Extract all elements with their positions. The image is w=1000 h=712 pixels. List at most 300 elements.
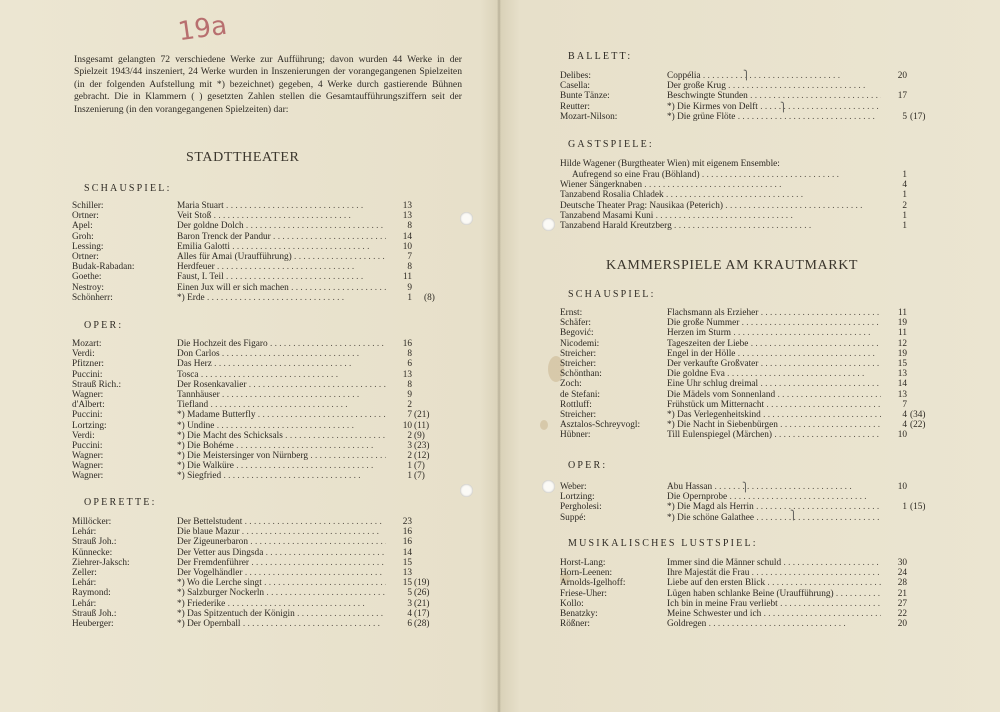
guest-performance: Tanzabend Masami Kuni . . . [560,211,793,221]
performance-count: 1 [902,220,907,231]
author: Verdi: [72,430,95,441]
performance-count: 14 [897,379,907,390]
author: Apel: [72,221,93,232]
author: Schäfer: [560,318,591,329]
list-item [560,420,940,430]
performance-count: 1 [407,292,412,303]
author: Puccini: [72,440,103,451]
list-item [72,578,452,588]
list-item [560,609,940,619]
work-title: Einen Jux will er sich machen . . . [177,283,386,293]
list-item [72,619,452,629]
total-count: (28) [414,618,430,629]
total-count: (21) [414,598,430,609]
work-title: Der goldne Dolch . . . [177,221,383,231]
author: Puccini: [72,369,103,380]
author: Schönthan: [560,369,602,380]
oper-list [72,339,452,482]
list-item [72,461,452,471]
work-title: Die Hochzeit des Figaro . . . [177,339,386,349]
performance-count: 24 [897,568,907,579]
author: Lehár: [72,527,97,538]
author: Kollo: [560,598,584,609]
author: Streicher: [560,358,597,369]
total-count: (15) [910,502,926,513]
list-item [560,430,940,440]
schauspiel-heading: SCHAUSPIEL: [84,183,172,194]
list-item [72,211,452,221]
list-item [560,589,940,599]
punch-hole-top [460,212,473,225]
list-item [560,390,940,400]
work-title: Herzen im Sturm . . . [667,328,870,338]
gastspiele-heading: GASTSPIELE: [568,139,654,150]
work-title: Tiefland . . . [177,400,348,410]
brace: ⎫ [743,70,750,80]
performance-count: 4 [407,608,412,619]
performance-count: 7 [407,410,412,421]
list-item [560,190,940,200]
musikalisches-lustspiel-list [560,558,940,629]
work-title: Baron Trenck der Pandur . . . [177,232,386,242]
performance-count: 16 [402,527,412,538]
author: Hübner: [560,430,591,441]
performance-count: 4 [902,409,907,420]
performance-count: 4 [902,180,907,191]
list-item [72,293,452,303]
work-title: *) Die Macht des Schicksals . . . [177,431,386,441]
list-item [560,482,940,492]
work-title: *) Die Magd als Herrin . . . [667,502,881,512]
author: Suppé: [560,512,586,523]
author: Zoch: [560,379,582,390]
author: Puccini: [72,410,103,421]
list-item [72,537,452,547]
work-title: *) Die grüne Flöte . . . [667,112,875,122]
performance-count: 1 [902,190,907,201]
list-item [72,431,452,441]
list-item [560,328,940,338]
punch-hole-top-right [542,218,555,231]
punch-hole-bottom-right [542,480,555,493]
total-count: (8) [424,292,435,303]
performance-count: 28 [897,578,907,589]
guest-performance: Tanzabend Harald Kreutzberg . . . [560,221,811,231]
performance-count: 23 [402,517,412,527]
list-item [560,400,940,410]
work-title: Faust, I. Teil . . . [177,272,363,282]
performance-count: 11 [898,328,907,339]
author: Heuberger: [72,618,114,629]
list-item [560,81,940,91]
author: Ortner: [72,211,99,222]
author: Rottluff: [560,399,592,410]
work-title: Meine Schwester und ich . . . [667,609,881,619]
work-title: Alles für Amai (Uraufführung) . . . [177,252,386,262]
author: Budak-Rabadan: [72,262,135,273]
total-count: (19) [414,578,430,589]
work-title: Das Herz . . . [177,359,351,369]
punch-hole-bottom [460,484,473,497]
work-title: Der Vetter aus Dingsda . . . [177,548,386,558]
work-title: *) Wo die Lerche singt . . . [177,578,386,588]
performance-count: 4 [902,420,907,431]
author: Delibes: [560,71,591,81]
list-item [560,349,940,359]
performance-count: 10 [897,430,907,441]
performance-count: 3 [407,598,412,609]
performance-count: 20 [897,619,907,630]
gastspiele-list [560,170,940,231]
kammerspiele-schauspiel-heading: SCHAUSPIEL: [568,289,656,300]
stain [540,420,548,430]
author: Ernst: [560,308,583,318]
author: Lortzing: [560,492,595,503]
work-title: *) Salzburger Nockerln . . . [177,588,386,598]
performance-count: 7 [407,251,412,262]
performance-count: 9 [407,282,412,293]
list-item [560,339,940,349]
list-item [560,102,940,112]
performance-count: 2 [407,430,412,441]
list-item [560,379,940,389]
performance-count: 2 [407,400,412,411]
list-item [560,91,940,101]
performance-count: 16 [402,537,412,548]
performance-count: 8 [407,262,412,273]
author: Pfitzner: [72,359,105,370]
author: Millöcker: [72,517,112,527]
author: Strauß Rich.: [72,379,122,390]
author: Lessing: [72,241,104,252]
author: Ziehrer-Jaksch: [72,557,130,568]
performance-count: 21 [897,588,907,599]
work-title: *) Der Opernball . . . [177,619,380,629]
performance-count: 1 [902,502,907,513]
list-item [560,201,940,211]
performance-count: 8 [407,379,412,390]
list-item [72,380,452,390]
list-item [560,359,940,369]
list-item [560,558,940,568]
handwritten-page-number: 19a [176,10,229,48]
performance-count: 22 [897,608,907,619]
performance-count: 20 [897,71,907,81]
work-title: Immer sind die Männer schuld . . . [667,558,881,568]
author: Nestroy: [72,282,105,293]
list-item [72,410,452,420]
author: Strauß Joh.: [72,537,117,548]
list-item [72,588,452,598]
list-item [72,221,452,231]
performance-count: 19 [897,348,907,359]
total-count: (17) [910,111,926,122]
list-item [560,599,940,609]
work-title: Emilia Galotti . . . [177,242,369,252]
kammerspiele-schauspiel-list [560,308,940,440]
work-title: Der große Krug . . . [667,81,865,91]
guest-performance: Deutsche Theater Prag: Nausikaa (Peterich) . . . [560,201,862,211]
work-title: *) Die Walküre . . . [177,461,373,471]
list-item [72,441,452,451]
stadttheater-title: STADTTHEATER [186,150,300,165]
list-item [560,619,940,629]
work-title: Die große Nummer . . . [667,318,879,328]
author: Nicodemi: [560,338,600,349]
list-item [560,492,940,502]
work-title: Beschwingte Stunden . . . [667,91,881,101]
work-title: Flachsmann als Erzieher . . . [667,308,881,318]
performance-count: 10 [402,241,412,252]
performance-count: 11 [403,272,412,283]
total-count: (21) [414,410,430,421]
list-item [560,71,940,81]
author: Streicher: [560,348,597,359]
author: d'Albert: [72,400,105,411]
kammerspiele-oper-heading: OPER: [568,460,608,471]
oper-heading: OPER: [84,320,124,331]
performance-count: 3 [407,440,412,451]
work-title: Die Opernprobe . . . [667,492,867,502]
work-title: *) Das Verlegenheitskind . . . [667,410,881,420]
ballett-list [560,71,940,122]
performance-count: 1 [407,471,412,482]
list-item [72,359,452,369]
list-item [560,578,940,588]
work-title: Der Bettelstudent . . . [177,517,382,527]
list-item [560,170,940,180]
operette-heading: OPERETTE: [84,497,157,508]
author: Raymond: [72,588,111,599]
performance-count: 27 [897,598,907,609]
author: Ortner: [72,251,99,262]
author: Verdi: [72,349,95,360]
work-title: Abu Hassan . . . [667,482,852,492]
total-count: (23) [414,440,430,451]
author: Strauß Joh.: [72,608,117,619]
performance-count: 13 [402,369,412,380]
work-title: Der Vogelhändler . . . [177,568,382,578]
list-item [72,339,452,349]
performance-count: 1 [902,210,907,221]
brace: ⎫ [790,510,797,520]
work-title: Der Rosenkavalier . . . [177,380,386,390]
performance-count: 1 [407,461,412,472]
author: Arnolds-Igelhoff: [560,578,626,589]
work-title: *) Die Meistersinger von Nürnberg . . . [177,451,386,461]
guest-performance: Aufregend so eine Frau (Böhland) . . . [572,170,839,180]
performance-count: 15 [402,578,412,589]
list-item [560,180,940,190]
musikalisches-lustspiel-heading: MUSIKALISCHES LUSTSPIEL: [568,538,758,549]
performance-count: 16 [402,339,412,349]
author: Casella: [560,81,590,92]
author: Horst-Lang: [560,558,606,568]
list-item [560,112,940,122]
list-item [72,390,452,400]
work-title: *) Madame Butterfly . . . [177,410,386,420]
work-title: *) Undine . . . [177,421,354,431]
work-title: *) Die Nacht in Siebenbürgen . . . [667,420,881,430]
performance-count: 10 [402,420,412,431]
work-title: *) Die schöne Galathee . . . [667,513,881,523]
performance-count: 9 [407,389,412,400]
author: Lehár: [72,598,97,609]
work-title: Liebe auf den ersten Blick . . . [667,578,881,588]
author: Groh: [72,231,94,242]
author: Wagner: [72,461,104,472]
list-item [72,548,452,558]
performance-count: 5 [407,588,412,599]
work-title: *) Erde . . . [177,293,344,303]
work-title: Eine Uhr schlug dreimal . . . [667,379,881,389]
list-item [560,318,940,328]
list-item [72,451,452,461]
work-title: Don Carlos . . . [177,349,359,359]
work-title: Die blaue Mazur . . . [177,527,379,537]
work-title: Veit Stoß . . . [177,211,351,221]
work-title: Ich bin in meine Frau verliebt . . . [667,599,881,609]
brace: ⎫ [742,482,749,492]
kammerspiele-oper-list [560,482,940,523]
author: Zeller: [72,567,97,578]
author: Schiller: [72,201,104,211]
performance-count: 8 [407,221,412,232]
work-title: Der verkaufte Großvater . . . [667,359,881,369]
list-item [72,349,452,359]
list-item [72,242,452,252]
author: de Stefani: [560,389,601,400]
work-title: Maria Stuart . . . [177,201,363,211]
list-item [560,211,940,221]
list-item [72,568,452,578]
performance-count: 10 [897,482,907,492]
total-count: (12) [414,451,430,462]
performance-count: 15 [897,358,907,369]
author: Wagner: [72,451,104,462]
total-count: (22) [910,420,926,431]
list-item [560,308,940,318]
center-fold [497,0,501,712]
performance-count: 2 [902,200,907,211]
list-item [72,471,452,481]
list-item [72,272,452,282]
work-title: *) Das Spitzentuch der Königin . . . [177,609,386,619]
author: Rößner: [560,619,590,630]
author: Streicher: [560,409,597,420]
performance-count: 13 [402,211,412,222]
performance-count: 13 [897,369,907,380]
author: Pergholesi: [560,502,602,513]
work-title: Herdfeuer . . . [177,262,354,272]
total-count: (7) [414,461,425,472]
performance-count: 11 [898,308,907,318]
work-title: Tosca . . . [177,370,338,380]
gastspiel-ensemble-line: Hilde Wagener (Burgtheater Wien) mit eigenem Ensemble: [560,159,780,169]
performance-count: 13 [897,389,907,400]
performance-count: 6 [407,359,412,370]
brace: ⎫ [780,102,787,112]
list-item [72,400,452,410]
kammerspiele-title: KAMMERSPIELE AM KRAUTMARKT [606,258,859,273]
performance-count: 17 [897,91,907,102]
performance-count: 19 [897,318,907,329]
work-title: Der Zigeunerbaron . . . [177,537,386,547]
work-title: *) Die Bohéme . . . [177,441,373,451]
author: Benatzky: [560,608,598,619]
total-count: (17) [414,608,430,619]
list-item [560,568,940,578]
work-title: Die goldne Eva . . . [667,369,864,379]
list-item [72,527,452,537]
total-count: (34) [910,409,926,420]
work-title: Lügen haben schlanke Beine (Uraufführung) . . . [667,589,881,599]
total-count: (9) [414,430,425,441]
ballett-heading: BALLETT: [568,51,633,62]
performance-count: 12 [897,338,907,349]
performance-count: 14 [402,231,412,242]
guest-performance: Tanzabend Rosalia Chladek . . . [560,190,803,200]
list-item [560,502,940,512]
work-title: Tageszeiten der Liebe . . . [667,339,881,349]
performance-count: 14 [402,547,412,558]
intro-paragraph: Insgesamt gelangten 72 verschiedene Werke zur Aufführung; davon wurden 44 Werke in der Spielzeit 1943/44 inszeniert, 24 Werke wurden in Inszenierungen der vorangegangenen Spielzeiten (in der folgenden Aufstellung mit *) bezeichnet) gegeben, 4 Werke durch gastierende Bühnen gebracht. Die in Klammern ( ) gesetzten Zahlen stellen die Gesamtaufführungsziffern seit der Inszenierung (in den vorangegangenen Spielzeiten) dar: [74,54,462,115]
performance-count: 15 [402,557,412,568]
list-item [72,252,452,262]
guest-performance: Wiener Sängerknaben . . . [560,180,781,190]
author: Weber: [560,482,587,492]
performance-count: 8 [407,349,412,360]
list-item [72,262,452,272]
work-title: *) Siegfried . . . [177,471,361,481]
total-count: (7) [414,471,425,482]
author: Schönherr: [72,292,113,303]
list-item [72,370,452,380]
total-count: (26) [414,588,430,599]
list-item [560,410,940,420]
author: Friese-Uher: [560,588,607,599]
performance-count: 2 [407,451,412,462]
author: Wagner: [72,471,104,482]
author: Mozart-Nilson: [560,111,618,122]
author: Wagner: [72,389,104,400]
author: Lehár: [72,578,97,589]
list-item [72,232,452,242]
schauspiel-list [72,201,452,303]
author: Lortzing: [72,420,107,431]
list-item [72,599,452,609]
work-title: Frühstück um Mitternacht . . . [667,400,881,410]
work-title: Die Mädels vom Sonnenland . . . [667,390,881,400]
list-item [72,609,452,619]
performance-count: 13 [402,567,412,578]
author: Bunte Tänze: [560,91,610,102]
author: Reutter: [560,101,590,112]
work-title: *) Die Kirmes von Delft . . . [667,102,881,112]
list-item [72,283,452,293]
list-item [72,201,452,211]
author: Asztalos-Schreyvogl: [560,420,641,431]
author: Goethe: [72,272,102,283]
list-item [560,221,940,231]
work-title: Der Fremdenführer . . . [177,558,386,568]
list-item [72,558,452,568]
total-count: (11) [414,420,430,431]
work-title: Coppélia . . . [667,71,840,81]
list-item [72,421,452,431]
work-title: Ihre Majestät die Frau . . . [667,568,881,578]
list-item [72,517,452,527]
